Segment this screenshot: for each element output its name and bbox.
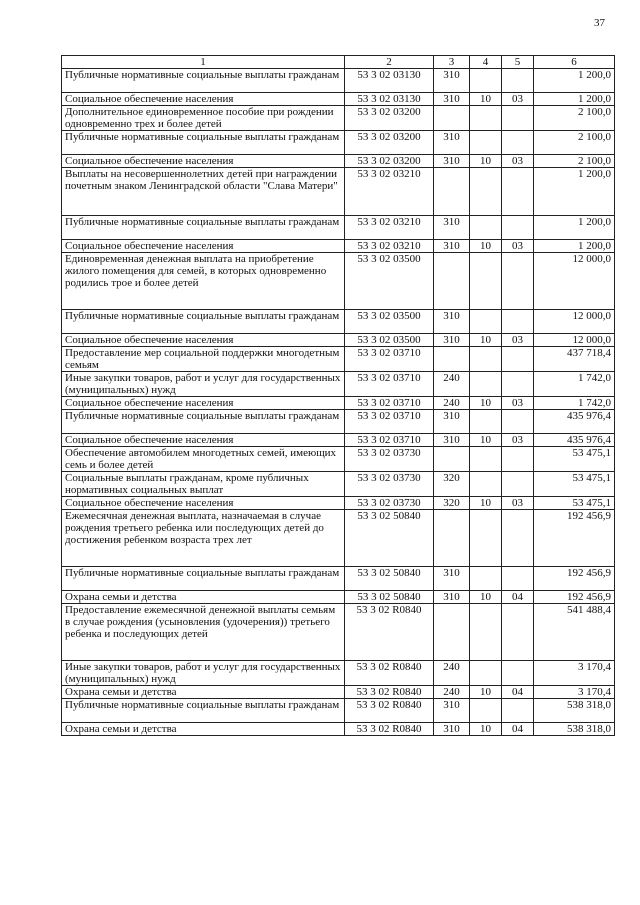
row-code: 53 3 02 03130 bbox=[345, 93, 434, 106]
table-row bbox=[62, 372, 615, 397]
row-section bbox=[470, 131, 502, 155]
row-name: Предоставление мер социальной поддержки многодетным семьям bbox=[62, 347, 345, 372]
row-amount: 192 456,9 bbox=[534, 567, 615, 591]
row-expense-type: 310 bbox=[434, 434, 470, 447]
header-row bbox=[62, 56, 615, 69]
table-row bbox=[62, 686, 615, 699]
row-name: Публичные нормативные социальные выплаты гражданам bbox=[62, 699, 345, 723]
row-amount: 1 742,0 bbox=[534, 397, 615, 410]
table-row bbox=[62, 604, 615, 661]
row-code: 53 3 02 R0840 bbox=[345, 723, 434, 736]
row-code: 53 3 02 03500 bbox=[345, 310, 434, 334]
row-amount: 435 976,4 bbox=[534, 410, 615, 434]
row-expense-type: 240 bbox=[434, 661, 470, 686]
table-row bbox=[62, 69, 615, 93]
row-name: Публичные нормативные социальные выплаты гражданам bbox=[62, 410, 345, 434]
row-expense-type: 240 bbox=[434, 686, 470, 699]
row-code: 53 3 02 R0840 bbox=[345, 661, 434, 686]
table-body bbox=[62, 69, 615, 736]
row-name: Выплаты на несовершеннолетних детей при награждении почетным знаком Ленинградской области "Слава Матери" bbox=[62, 168, 345, 216]
row-section bbox=[470, 253, 502, 310]
row-amount: 12 000,0 bbox=[534, 253, 615, 310]
row-subsection bbox=[502, 661, 534, 686]
row-section: 10 bbox=[470, 591, 502, 604]
row-code: 53 3 02 03210 bbox=[345, 168, 434, 216]
table-row bbox=[62, 334, 615, 347]
row-code: 53 3 02 03210 bbox=[345, 240, 434, 253]
row-name: Публичные нормативные социальные выплаты гражданам bbox=[62, 216, 345, 240]
row-amount: 541 488,4 bbox=[534, 604, 615, 661]
row-amount: 53 475,1 bbox=[534, 497, 615, 510]
row-amount: 53 475,1 bbox=[534, 447, 615, 472]
row-section: 10 bbox=[470, 434, 502, 447]
row-subsection bbox=[502, 310, 534, 334]
table-row bbox=[62, 510, 615, 567]
header-col-3: 3 bbox=[434, 56, 470, 69]
row-expense-type: 240 bbox=[434, 397, 470, 410]
row-subsection: 04 bbox=[502, 686, 534, 699]
row-expense-type: 310 bbox=[434, 93, 470, 106]
row-expense-type: 320 bbox=[434, 497, 470, 510]
row-subsection bbox=[502, 372, 534, 397]
row-amount: 1 200,0 bbox=[534, 216, 615, 240]
row-amount: 437 718,4 bbox=[534, 347, 615, 372]
row-code: 53 3 02 03210 bbox=[345, 216, 434, 240]
row-expense-type bbox=[434, 447, 470, 472]
row-section bbox=[470, 699, 502, 723]
header-col-4: 4 bbox=[470, 56, 502, 69]
row-section: 10 bbox=[470, 155, 502, 168]
row-amount: 3 170,4 bbox=[534, 686, 615, 699]
row-name: Единовременная денежная выплата на приобретение жилого помещения для семей, в которых одновременно родились трое и более детей bbox=[62, 253, 345, 310]
row-expense-type: 320 bbox=[434, 472, 470, 497]
row-section bbox=[470, 604, 502, 661]
row-section: 10 bbox=[470, 397, 502, 410]
row-section bbox=[470, 410, 502, 434]
row-code: 53 3 02 03730 bbox=[345, 447, 434, 472]
row-code: 53 3 02 50840 bbox=[345, 567, 434, 591]
table-row bbox=[62, 497, 615, 510]
row-amount: 1 200,0 bbox=[534, 168, 615, 216]
row-code: 53 3 02 03500 bbox=[345, 253, 434, 310]
table-row bbox=[62, 397, 615, 410]
row-code: 53 3 02 03730 bbox=[345, 472, 434, 497]
row-section: 10 bbox=[470, 497, 502, 510]
row-amount: 538 318,0 bbox=[534, 723, 615, 736]
row-section bbox=[470, 69, 502, 93]
row-code: 53 3 02 03200 bbox=[345, 106, 434, 131]
row-expense-type: 310 bbox=[434, 240, 470, 253]
row-code: 53 3 02 03500 bbox=[345, 334, 434, 347]
row-amount: 1 742,0 bbox=[534, 372, 615, 397]
table-row bbox=[62, 253, 615, 310]
row-name: Иные закупки товаров, работ и услуг для государственных (муниципальных) нужд bbox=[62, 661, 345, 686]
row-amount: 12 000,0 bbox=[534, 310, 615, 334]
row-code: 53 3 02 R0840 bbox=[345, 699, 434, 723]
table-row bbox=[62, 347, 615, 372]
row-section: 10 bbox=[470, 334, 502, 347]
row-name: Социальные выплаты гражданам, кроме публичных нормативных социальных выплат bbox=[62, 472, 345, 497]
row-subsection bbox=[502, 131, 534, 155]
row-section bbox=[470, 661, 502, 686]
row-expense-type: 310 bbox=[434, 131, 470, 155]
row-subsection bbox=[502, 699, 534, 723]
table-row bbox=[62, 310, 615, 334]
row-name: Публичные нормативные социальные выплаты гражданам bbox=[62, 310, 345, 334]
row-name: Социальное обеспечение населения bbox=[62, 240, 345, 253]
row-expense-type bbox=[434, 347, 470, 372]
row-subsection bbox=[502, 567, 534, 591]
row-amount: 435 976,4 bbox=[534, 434, 615, 447]
row-subsection: 04 bbox=[502, 723, 534, 736]
row-expense-type: 310 bbox=[434, 567, 470, 591]
row-amount: 12 000,0 bbox=[534, 334, 615, 347]
row-code: 53 3 02 03710 bbox=[345, 434, 434, 447]
row-section bbox=[470, 106, 502, 131]
row-section bbox=[470, 310, 502, 334]
row-subsection: 03 bbox=[502, 334, 534, 347]
row-expense-type: 310 bbox=[434, 410, 470, 434]
row-subsection: 03 bbox=[502, 434, 534, 447]
row-expense-type: 310 bbox=[434, 591, 470, 604]
row-subsection bbox=[502, 347, 534, 372]
row-code: 53 3 02 03730 bbox=[345, 497, 434, 510]
row-name: Иные закупки товаров, работ и услуг для государственных (муниципальных) нужд bbox=[62, 372, 345, 397]
row-amount: 2 100,0 bbox=[534, 131, 615, 155]
table-row bbox=[62, 434, 615, 447]
row-name: Охрана семьи и детства bbox=[62, 591, 345, 604]
table-row bbox=[62, 216, 615, 240]
row-code: 53 3 02 50840 bbox=[345, 591, 434, 604]
table-row bbox=[62, 106, 615, 131]
row-subsection bbox=[502, 410, 534, 434]
row-amount: 53 475,1 bbox=[534, 472, 615, 497]
table-row bbox=[62, 410, 615, 434]
table-row bbox=[62, 447, 615, 472]
table-row bbox=[62, 240, 615, 253]
row-expense-type: 240 bbox=[434, 372, 470, 397]
row-code: 53 3 02 03130 bbox=[345, 69, 434, 93]
row-name: Предоставление ежемесячной денежной выплаты семьям в случае рождения (усыновления (удочерения)) третьего ребенка и последующих детей bbox=[62, 604, 345, 661]
row-name: Охрана семьи и детства bbox=[62, 723, 345, 736]
table-row bbox=[62, 168, 615, 216]
row-section bbox=[470, 447, 502, 472]
row-subsection bbox=[502, 604, 534, 661]
row-expense-type: 310 bbox=[434, 155, 470, 168]
row-amount: 2 100,0 bbox=[534, 155, 615, 168]
row-subsection bbox=[502, 253, 534, 310]
table-row bbox=[62, 472, 615, 497]
row-section: 10 bbox=[470, 240, 502, 253]
row-name: Социальное обеспечение населения bbox=[62, 155, 345, 168]
row-amount: 2 100,0 bbox=[534, 106, 615, 131]
table-row bbox=[62, 699, 615, 723]
row-subsection bbox=[502, 69, 534, 93]
row-subsection: 03 bbox=[502, 497, 534, 510]
row-code: 53 3 02 R0840 bbox=[345, 686, 434, 699]
page-number: 37 bbox=[594, 17, 605, 29]
row-expense-type: 310 bbox=[434, 699, 470, 723]
row-expense-type: 310 bbox=[434, 334, 470, 347]
row-subsection bbox=[502, 106, 534, 131]
table-row bbox=[62, 661, 615, 686]
header-col-6: 6 bbox=[534, 56, 615, 69]
row-section bbox=[470, 510, 502, 567]
table-row bbox=[62, 93, 615, 106]
table-row bbox=[62, 155, 615, 168]
row-amount: 1 200,0 bbox=[534, 69, 615, 93]
row-amount: 538 318,0 bbox=[534, 699, 615, 723]
row-expense-type bbox=[434, 253, 470, 310]
row-name: Дополнительное единовременное пособие при рождении одновременно трех и более детей bbox=[62, 106, 345, 131]
row-name: Социальное обеспечение населения bbox=[62, 434, 345, 447]
row-expense-type bbox=[434, 168, 470, 216]
table-row bbox=[62, 723, 615, 736]
header-col-1: 1 bbox=[62, 56, 345, 69]
row-name: Ежемесячная денежная выплата, назначаемая в случае рождения третьего ребенка или последующих детей до достижения ребенком возраста трех лет bbox=[62, 510, 345, 567]
row-name: Публичные нормативные социальные выплаты гражданам bbox=[62, 69, 345, 93]
row-expense-type bbox=[434, 510, 470, 567]
header-col-5: 5 bbox=[502, 56, 534, 69]
row-section: 10 bbox=[470, 686, 502, 699]
row-subsection: 03 bbox=[502, 155, 534, 168]
row-amount: 3 170,4 bbox=[534, 661, 615, 686]
row-expense-type bbox=[434, 604, 470, 661]
row-code: 53 3 02 R0840 bbox=[345, 604, 434, 661]
row-section bbox=[470, 347, 502, 372]
row-subsection: 04 bbox=[502, 591, 534, 604]
row-code: 53 3 02 03710 bbox=[345, 347, 434, 372]
row-expense-type: 310 bbox=[434, 69, 470, 93]
header-col-2: 2 bbox=[345, 56, 434, 69]
row-name: Социальное обеспечение населения bbox=[62, 497, 345, 510]
row-section: 10 bbox=[470, 723, 502, 736]
row-expense-type bbox=[434, 106, 470, 131]
row-name: Публичные нормативные социальные выплаты гражданам bbox=[62, 567, 345, 591]
row-code: 53 3 02 03200 bbox=[345, 155, 434, 168]
row-section bbox=[470, 216, 502, 240]
row-amount: 192 456,9 bbox=[534, 591, 615, 604]
row-subsection bbox=[502, 216, 534, 240]
row-subsection bbox=[502, 168, 534, 216]
table-row bbox=[62, 131, 615, 155]
row-subsection: 03 bbox=[502, 240, 534, 253]
table-row bbox=[62, 567, 615, 591]
row-name: Обеспечение автомобилем многодетных семей, имеющих семь и более детей bbox=[62, 447, 345, 472]
row-code: 53 3 02 03710 bbox=[345, 410, 434, 434]
row-subsection bbox=[502, 510, 534, 567]
row-section: 10 bbox=[470, 93, 502, 106]
row-code: 53 3 02 50840 bbox=[345, 510, 434, 567]
row-expense-type: 310 bbox=[434, 723, 470, 736]
budget-table bbox=[61, 55, 615, 736]
table-row bbox=[62, 591, 615, 604]
row-name: Охрана семьи и детства bbox=[62, 686, 345, 699]
row-code: 53 3 02 03710 bbox=[345, 372, 434, 397]
row-amount: 1 200,0 bbox=[534, 240, 615, 253]
row-name: Социальное обеспечение населения bbox=[62, 397, 345, 410]
row-name: Социальное обеспечение населения bbox=[62, 334, 345, 347]
row-subsection bbox=[502, 472, 534, 497]
row-subsection: 03 bbox=[502, 93, 534, 106]
row-section bbox=[470, 567, 502, 591]
row-name: Социальное обеспечение населения bbox=[62, 93, 345, 106]
row-expense-type: 310 bbox=[434, 310, 470, 334]
row-amount: 1 200,0 bbox=[534, 93, 615, 106]
row-code: 53 3 02 03710 bbox=[345, 397, 434, 410]
row-subsection: 03 bbox=[502, 397, 534, 410]
row-section bbox=[470, 168, 502, 216]
row-section bbox=[470, 472, 502, 497]
row-amount: 192 456,9 bbox=[534, 510, 615, 567]
row-expense-type: 310 bbox=[434, 216, 470, 240]
row-subsection bbox=[502, 447, 534, 472]
row-code: 53 3 02 03200 bbox=[345, 131, 434, 155]
row-section bbox=[470, 372, 502, 397]
row-name: Публичные нормативные социальные выплаты гражданам bbox=[62, 131, 345, 155]
